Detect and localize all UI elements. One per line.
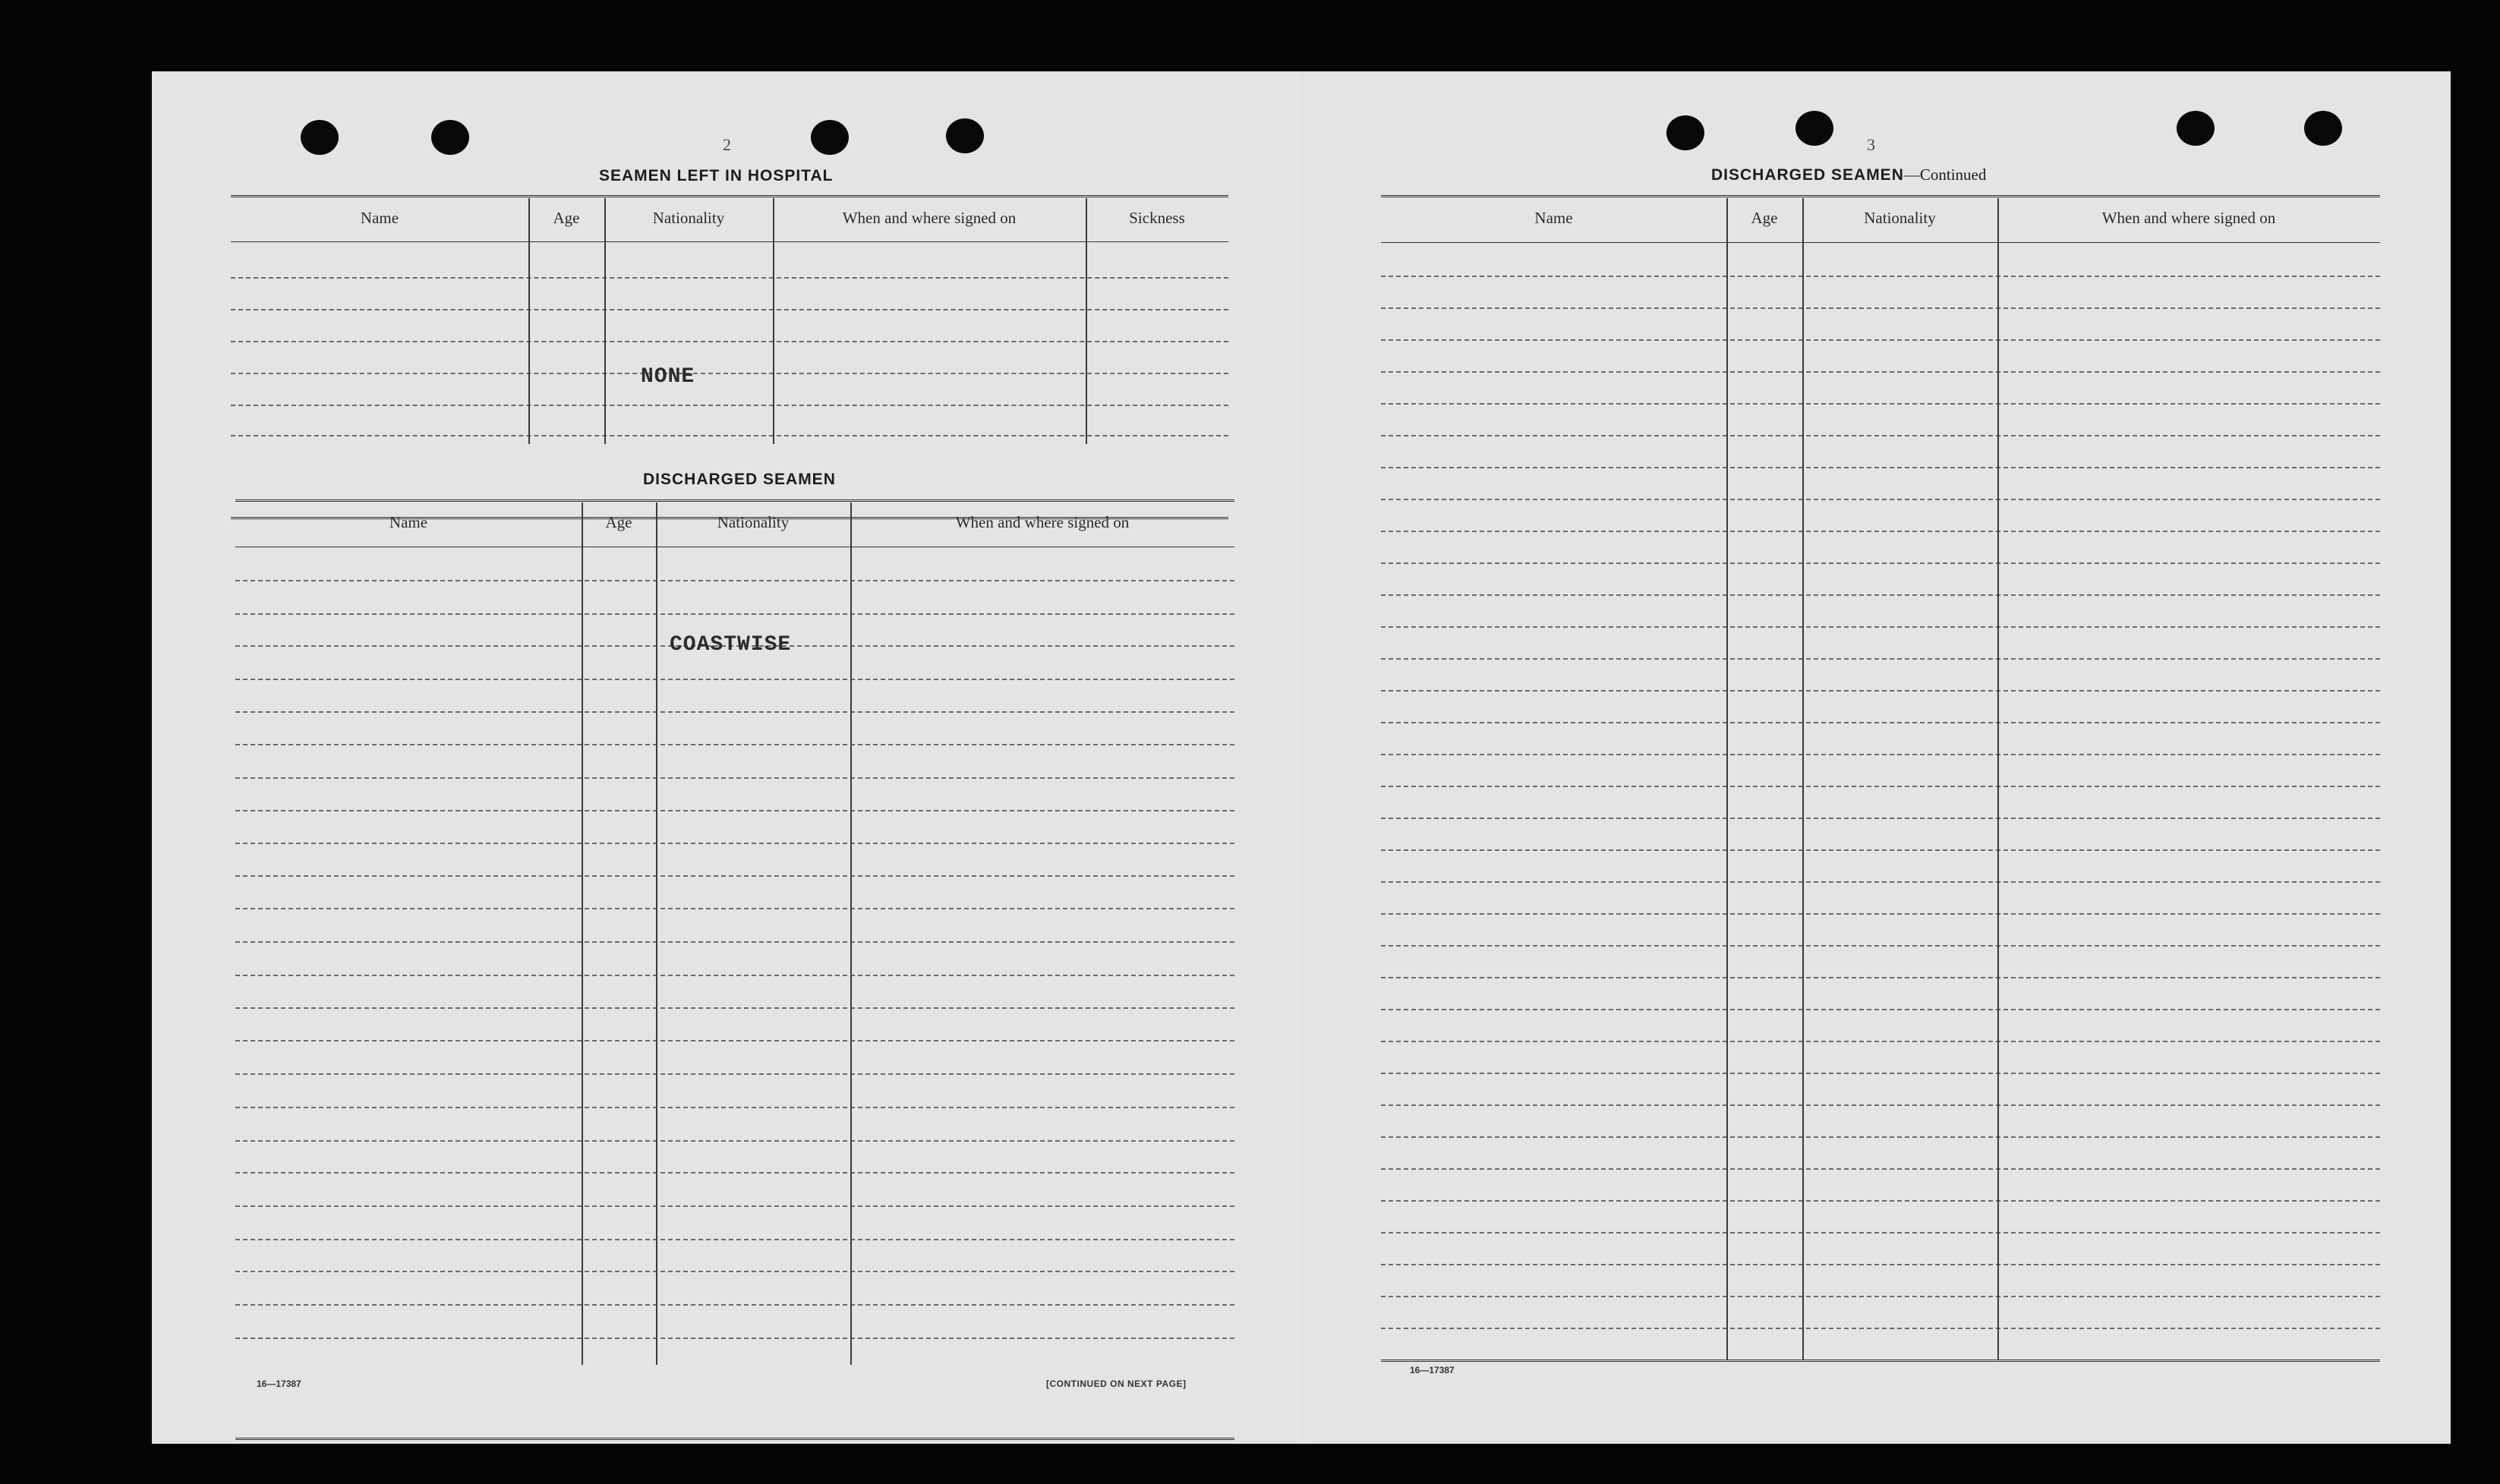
- col-header-nationality: Nationality: [717, 513, 790, 531]
- discharged-entry-stamp: COASTWISE: [670, 633, 792, 657]
- page-number: 2: [723, 135, 731, 154]
- discharged-continued-title: DISCHARGED SEAMEN—Continued: [1711, 165, 1987, 184]
- col-header-name: Name: [389, 513, 428, 531]
- col-header-signed-on: When and where signed on: [842, 209, 1017, 227]
- col-header-age: Age: [1751, 209, 1778, 227]
- punch-hole: [1666, 115, 1704, 150]
- discharged-continued-table: [1381, 195, 2380, 1437]
- page-number: 3: [1867, 135, 1875, 154]
- punch-hole: [2304, 111, 2342, 146]
- form-number: 16—17387: [1410, 1365, 1455, 1375]
- hospital-section-title: SEAMEN LEFT IN HOSPITAL: [599, 167, 834, 184]
- form-number: 16—17387: [257, 1378, 301, 1389]
- hospital-entry-stamp: NONE: [641, 365, 695, 389]
- col-header-signed-on: When and where signed on: [2101, 209, 2276, 227]
- left-page: [152, 71, 1303, 1444]
- discharged-section-title: DISCHARGED SEAMEN: [643, 471, 836, 488]
- col-header-name: Name: [1534, 209, 1573, 227]
- punch-hole: [811, 120, 849, 155]
- col-header-nationality: Nationality: [1864, 209, 1936, 227]
- right-page: [1305, 71, 2451, 1444]
- col-header-nationality: Nationality: [652, 209, 725, 227]
- discharged-table: [235, 499, 1234, 1444]
- col-header-name: Name: [360, 209, 399, 227]
- col-header-age: Age: [605, 513, 632, 531]
- document-sheet: [152, 71, 2451, 1444]
- punch-hole: [2177, 111, 2215, 146]
- col-header-age: Age: [553, 209, 580, 227]
- punch-hole: [946, 118, 984, 153]
- punch-hole: [1795, 111, 1833, 146]
- col-header-signed-on: When and where signed on: [955, 513, 1130, 531]
- continued-note: [CONTINUED ON NEXT PAGE]: [1046, 1378, 1187, 1389]
- col-header-sickness: Sickness: [1129, 209, 1185, 227]
- punch-hole: [301, 120, 339, 155]
- punch-hole: [431, 120, 469, 155]
